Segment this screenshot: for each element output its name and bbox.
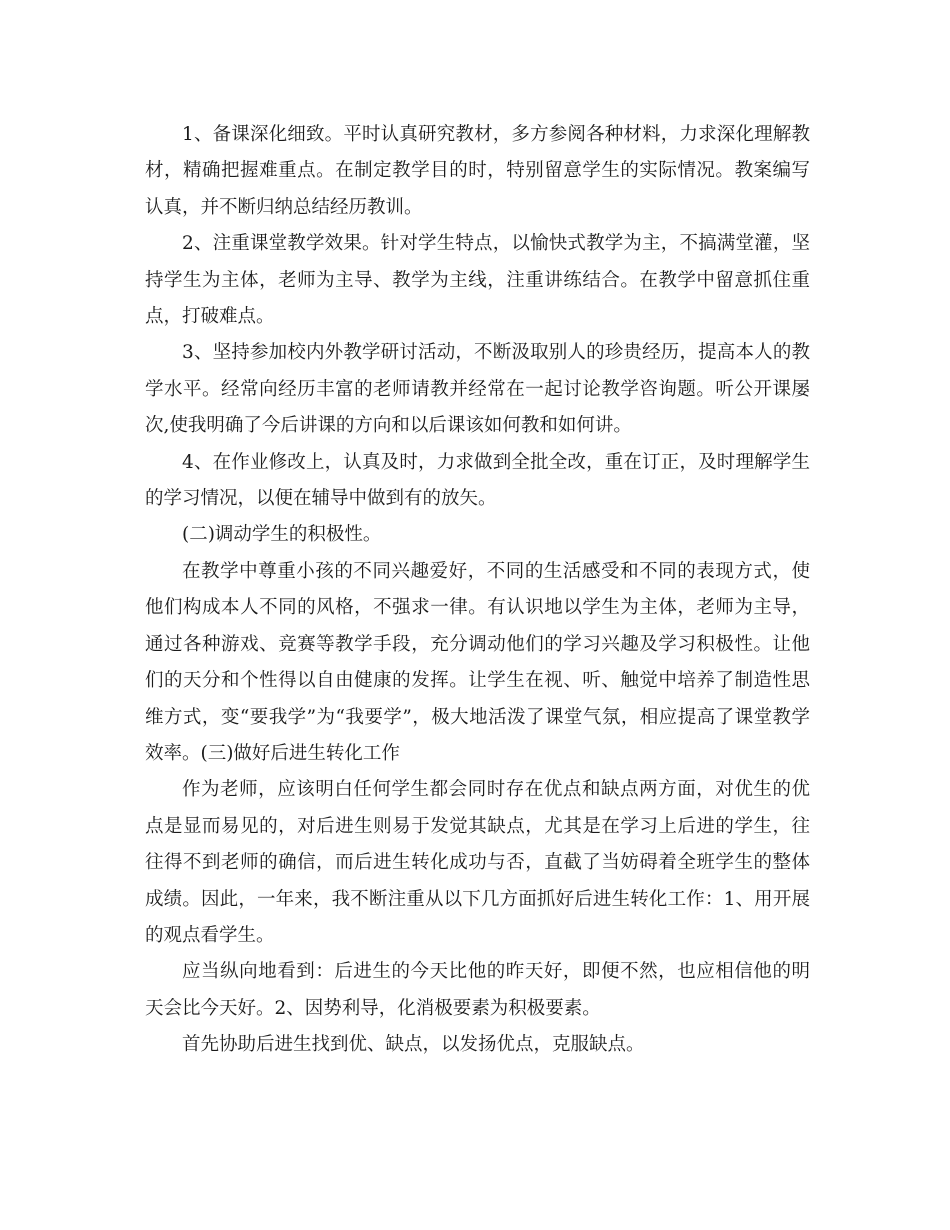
paragraph-lesson-prep: 1、备课深化细致。平时认真研究教材，多方参阅各种材料，力求深化理解教材，精确把握难重点。在制定教学目的时，特别留意学生的实际情况。教案编写认真，并不断归纳总结经历教训。 [145,124,810,218]
section-heading-motivation: (二)调动学生的积极性。 [182,524,382,546]
paragraph-teaching-research: 3、坚持参加校内外教学研讨活动，不断汲取别人的珍贵经历，提高本人的教学水平。经常向经历丰富的老师请教并经常在一起讨论教学咨询题。听公开课屡次,使我明确了今后讲课的方向和以后课该如何教和如何讲。 [145,342,810,437]
paragraph-struggling-students: 作为老师，应该明白任何学生都会同时存在优点和缺点两方面，对优生的优点是显而易见的，对后进生则易于发觉其缺点，尤其是在学习上后进的学生，往往得不到老师的确信，而后进生转化成功与否，直截了当妨碍着全班学生的整体成绩。因此，一年来，我不断注重从以下几方面抓好后进生转化工作：1、用开展的观点看学生。 [145,779,810,946]
paragraph-classroom-effect: 2、注重课堂教学效果。针对学生特点，以愉快式教学为主，不搞满堂灌，坚持学生为主体，老师为主导、教学为主线，注重讲练结合。在教学中留意抓住重点，打破难点。 [145,233,810,328]
paragraph-strengths-weaknesses: 首先协助后进生找到优、缺点，以发扬优点，克服缺点。 [182,1034,645,1056]
document-body [145,117,810,1064]
paragraph-homework-correction: 4、在作业修改上，认真及时，力求做到全批全改，重在订正，及时理解学生的学习情况，以便在辅导中做到有的放矢。 [145,451,810,510]
paragraph-vertical-view: 应当纵向地看到：后进生的今天比他的昨天好，即便不然，也应相信他的明天会比今天好。2、因势利导，化消极要素为积极要素。 [145,961,810,1019]
paragraph-student-interest: 在教学中尊重小孩的不同兴趣爱好，不同的生活感受和不同的表现方式，使他们构成本人不同的风格，不强求一律。有认识地以学生为主体，老师为主导，通过各种游戏、竞赛等教学手段，充分调动他们的学习兴趣及学习积极性。让他们的天分和个性得以自由健康的发挥。让学生在视、听、触觉中培养了制造性思维方式，变“要我学”为“我要学”，极大地活泼了课堂气氛，相应提高了课堂教学效率。(三)做好后进生转化工作 [145,560,810,764]
